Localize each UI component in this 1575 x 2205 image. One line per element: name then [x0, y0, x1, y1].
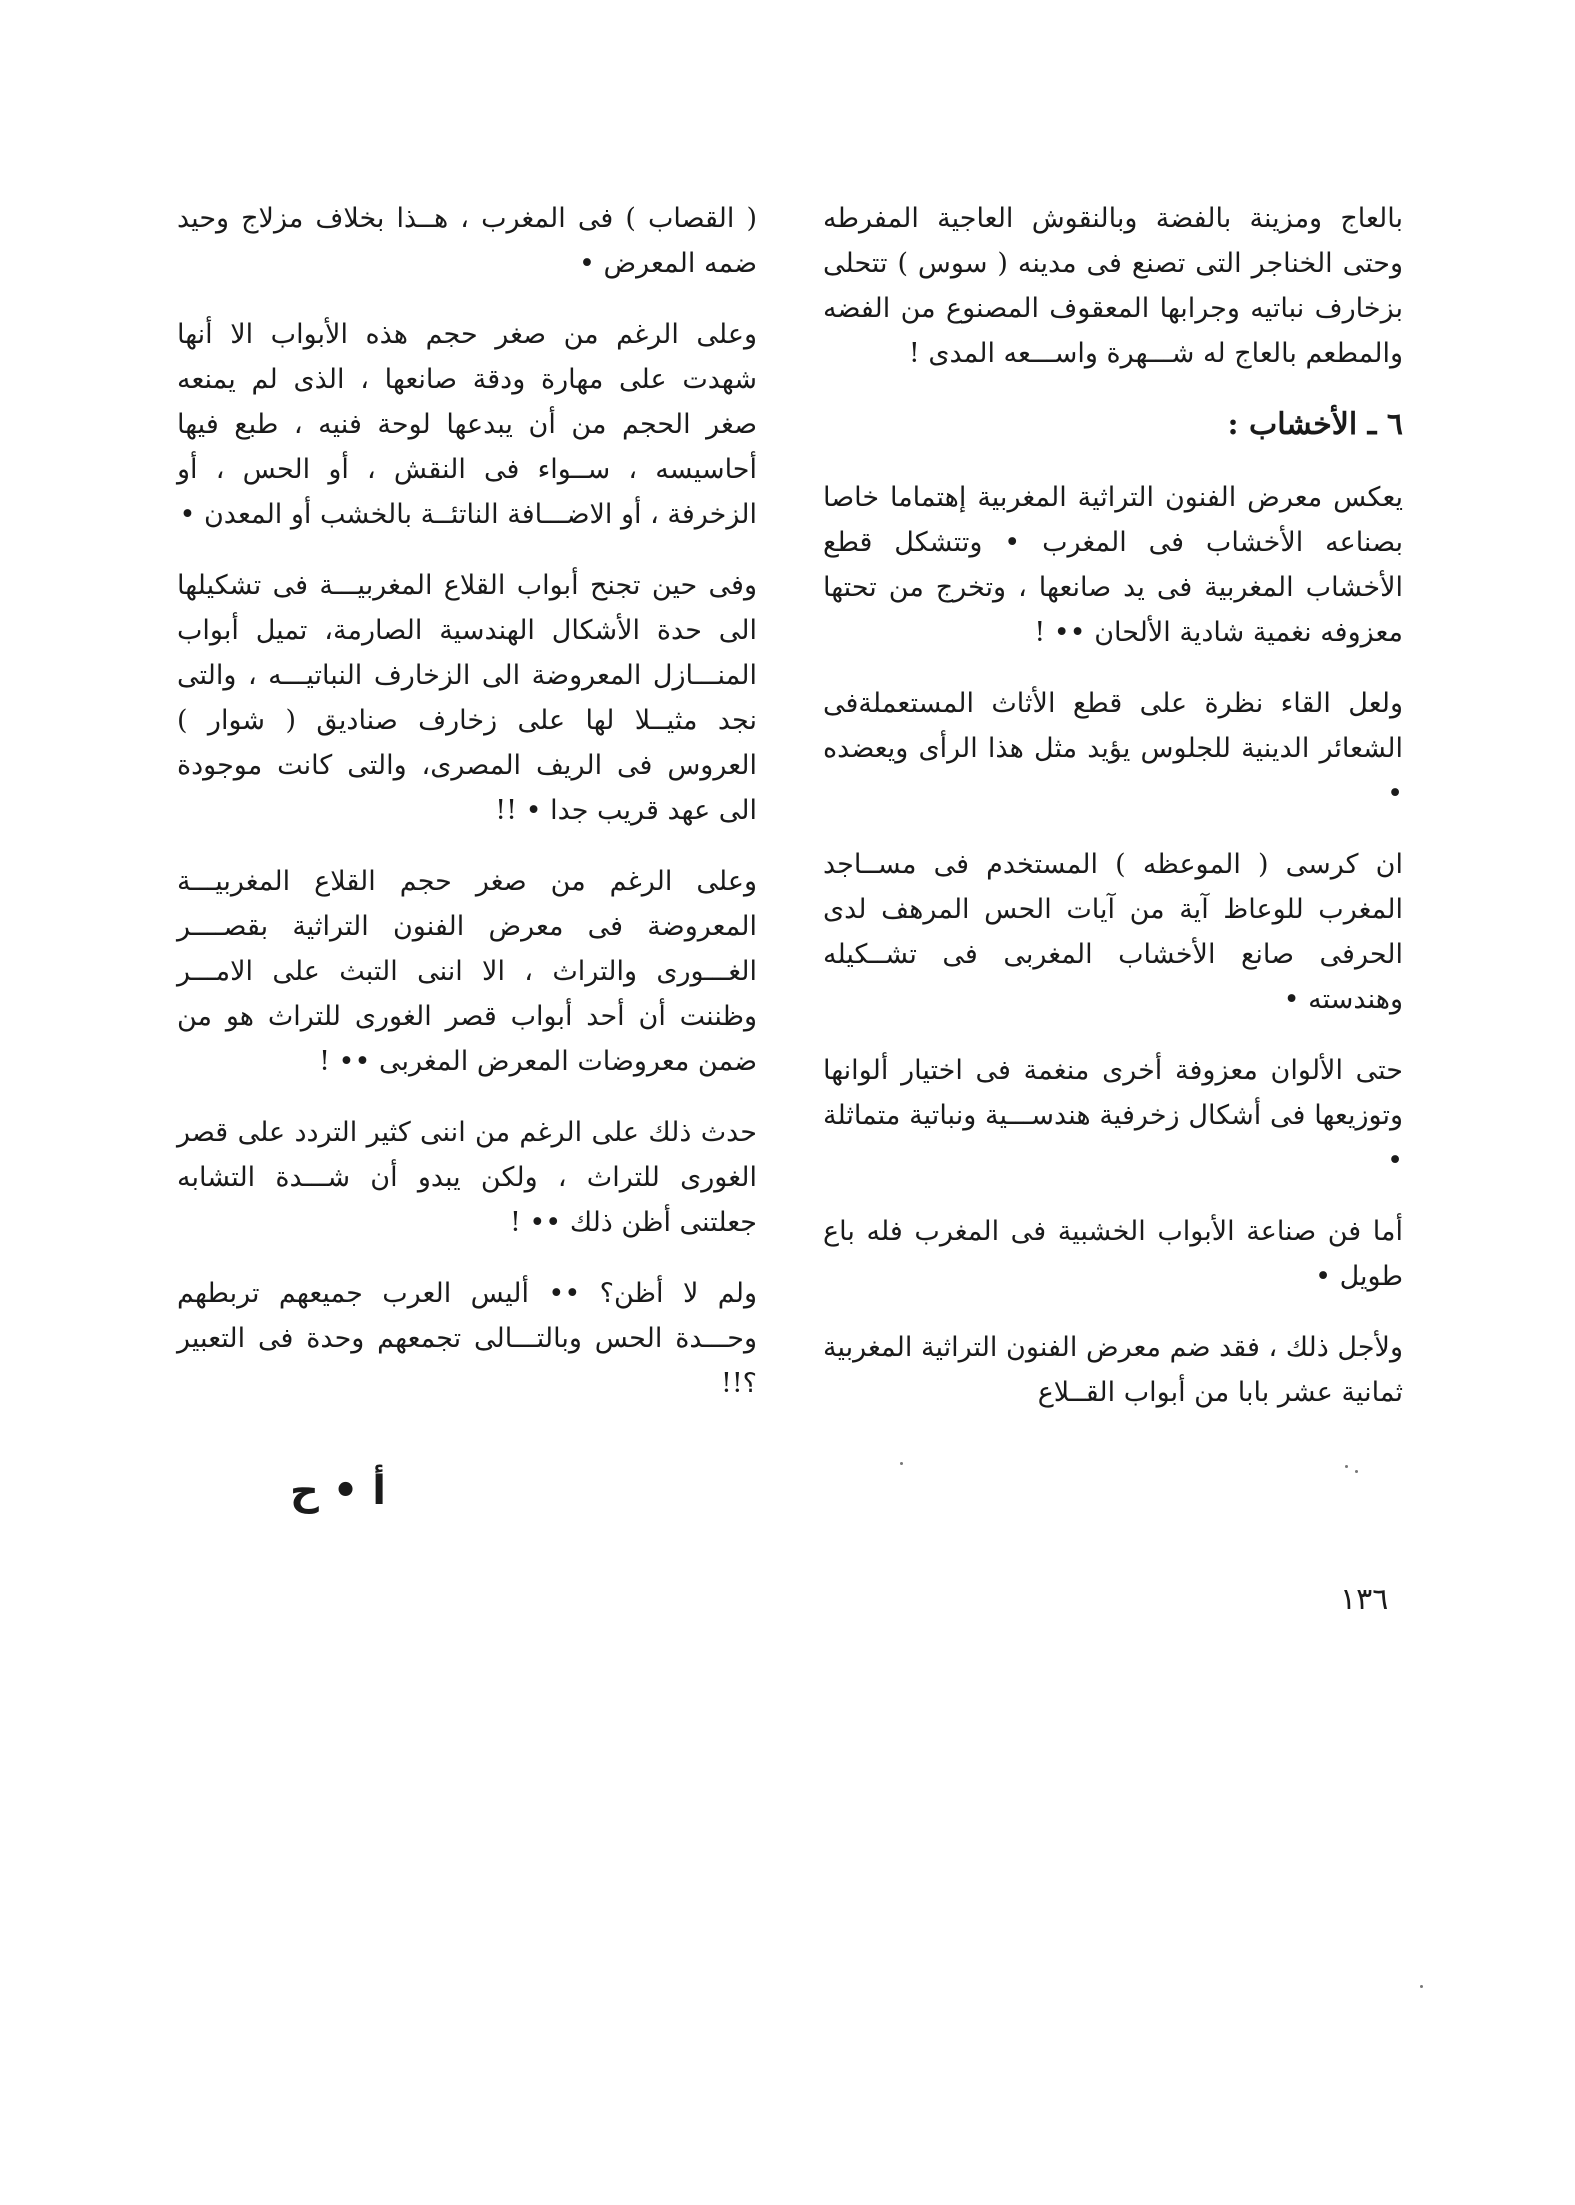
paragraph: حتى الألوان معزوفة أخرى منغمة فى اختيار ألوانها وتوزيعها فى أشكال زخرفية هندســـية ونباتية متماثلة • — [823, 1055, 1403, 1176]
section-heading: ٦ ـ الأخشاب : — [1227, 407, 1403, 442]
scan-speck — [1345, 1465, 1348, 1468]
paragraph: ان كرسى ( الموعظه ) المستخدم فى مســاجد المغرب للوعاظ آية من آيات الحس المرهف لدى الحرفى صانع الأخشاب المغربى فى تشــكيله وهندسته • — [823, 849, 1403, 1015]
paragraph: بالعاج ومزينة بالفضة وبالنقوش العاجية المفرطه وحتى الخناجر التى تصنع فى مدينه ( سوس ) تتحلى بزخارف نباتيه وجرابها المعقوف المصنوع من الفضه والمطعم بالعاج له شـــهرة واســـعه المدى ! — [823, 203, 1403, 369]
page-number: ١٣٦ — [1340, 1582, 1389, 1617]
paragraph: وعلى الرغم من صغر حجم القلاع المغربيـــة المعروضة فى معرض الفنون التراثية بقصــــر الغـــورى والتراث ، الا اننى التبث على الامـــر وظننت أن أحد أبواب قصر الغورى للتراث هو من ضمن معروضات المعرض المغربى •• ! — [177, 866, 757, 1077]
paragraph: وفى حين تجنح أبواب القلاع المغربيـــة فى تشكيلها الى حدة الأشكال الهندسية الصارمة، تميل أبواب المنـــازل المعروضة الى الزخارف النباتيـــه ، والتى نجد مثيــلا لها على زخارف صناديق ( شوار ) العروس فى الريف المصرى، والتى كانت موجودة الى عهد قريب جدا • !! — [177, 570, 757, 826]
left-column — [177, 196, 757, 1432]
scan-speck — [1420, 1985, 1423, 1988]
paragraph: وعلى الرغم من صغر حجم هذه الأبواب الا أنها شهدت على مهارة ودقة صانعها ، الذى لم يمنعه صغر الحجم من أن يبدعها لوحة فنيه ، طبع فيها أحاسيسه ، ســواء فى النقش ، أو الحس ، أو الزخرفة ، أو الاضـــافة الناتئــة بالخشب أو المعدن • — [177, 319, 757, 530]
paragraph: ولم لا أظن؟ •• أليس العرب جميعهم تربطهم وحـــدة الحس وبالتـــالى تجمعهم وحدة فى التعبير ؟!! — [177, 1278, 757, 1399]
scan-speck — [900, 1462, 903, 1465]
scan-speck — [1355, 1470, 1358, 1473]
paragraph: حدث ذلك على الرغم من اننى كثير التردد على قصر الغورى للتراث ، ولكن يبدو أن شـــدة التشابه جعلتنى أظن ذلك •• ! — [177, 1117, 757, 1238]
paragraph: يعكس معرض الفنون التراثية المغربية إهتماما خاصا بصناعه الأخشاب فى المغرب • وتتشكل قطع الأخشاب المغربية فى يد صانعها ، وتخرج من تحتها معزوفه نغمية شادية الألحان •• ! — [823, 482, 1403, 648]
paragraph: ولأجل ذلك ، فقد ضم معرض الفنون التراثية المغربية ثمانية عشر بابا من أبواب القــلاع — [823, 1332, 1403, 1408]
paragraph: ولعل القاء نظرة على قطع الأثاث المستعملةفى الشعائر الدينية للجلوس يؤيد مثل هذا الرأى ويعضده • — [823, 688, 1403, 809]
author-signature: أ • ح — [290, 1468, 386, 1514]
right-column — [823, 196, 1403, 1441]
paragraph: ( القصاب ) فى المغرب ، هــذا بخلاف مزلاج وحيد ضمه المعرض • — [177, 203, 757, 279]
paragraph: أما فن صناعة الأبواب الخشبية فى المغرب فله باع طويل • — [823, 1216, 1403, 1292]
